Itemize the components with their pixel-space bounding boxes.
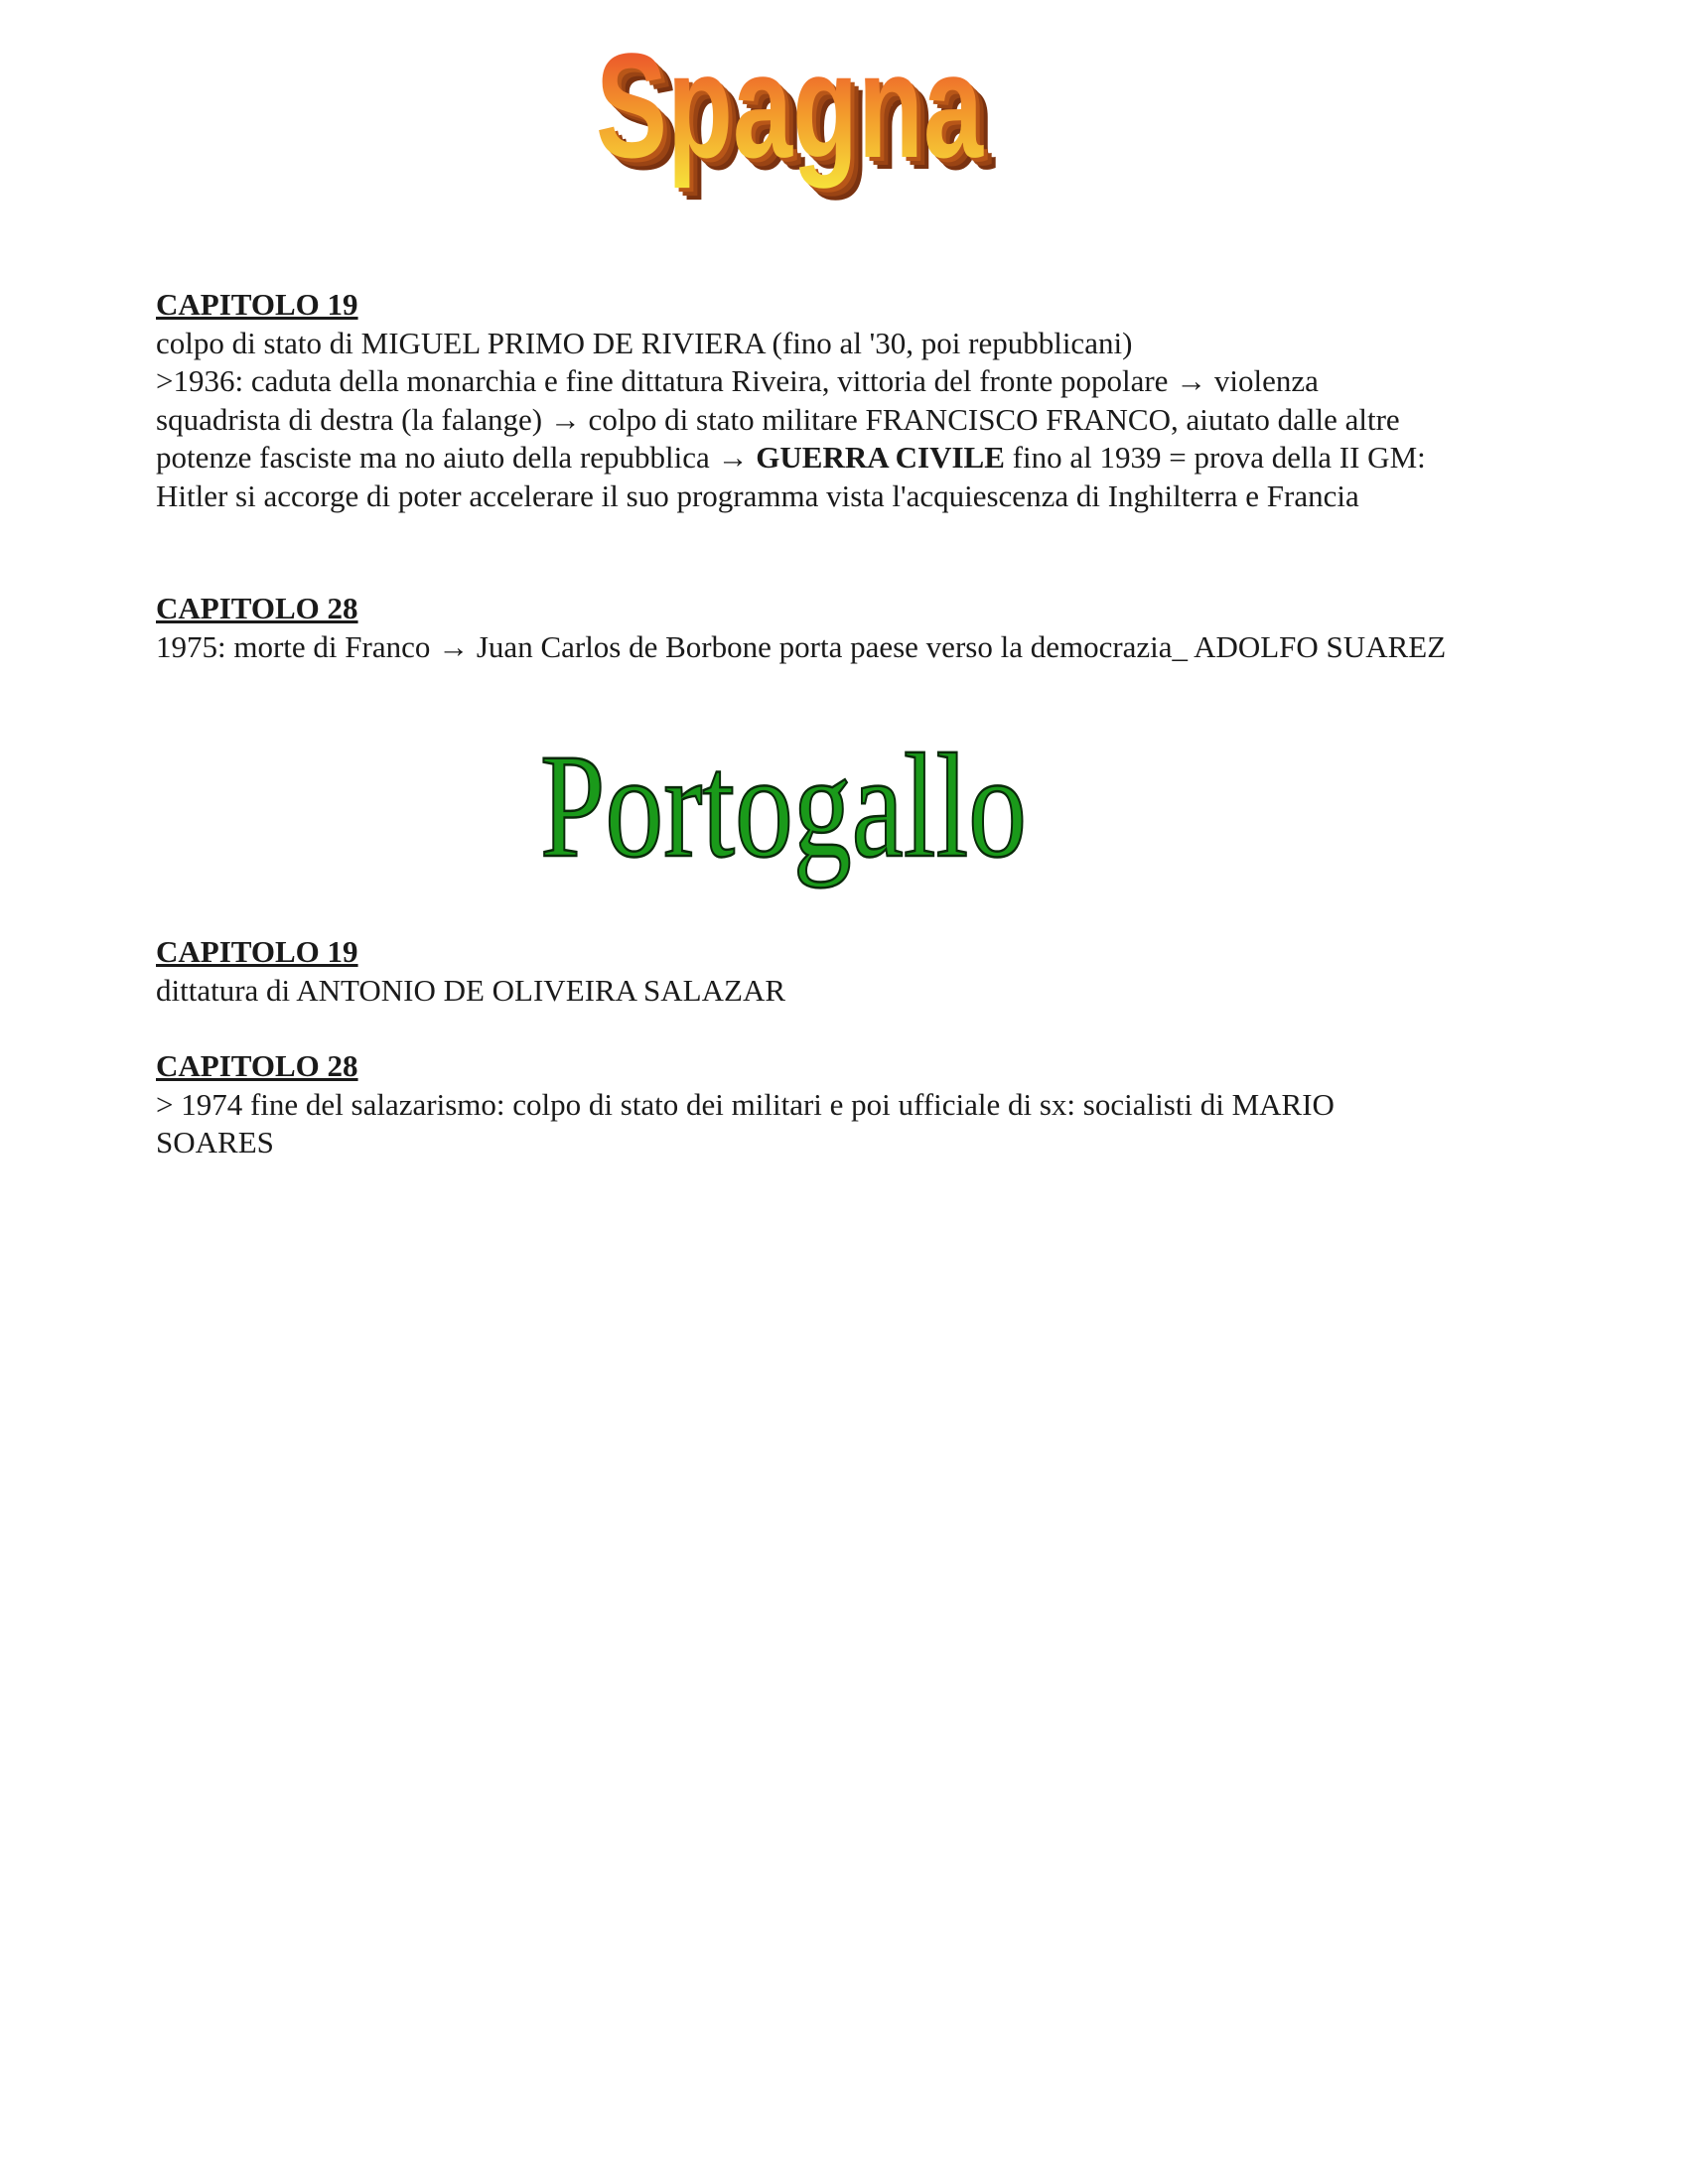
- spagna-capitolo-19-section: [156, 286, 1447, 515]
- spagna-title-shadow-mid: Spagna: [604, 30, 993, 197]
- spagna-capitolo-28-section: [156, 590, 1447, 666]
- spagna-title-shadow-near: Spagna: [600, 26, 989, 193]
- paragraph-salazar: dittatura di ANTONIO DE OLIVEIRA SALAZAR: [156, 972, 786, 1008]
- section-heading: CAPITOLO 19: [156, 934, 358, 969]
- portogallo-capitolo-19-section: [156, 933, 1447, 1010]
- paragraph-morte-di-franco: 1975: morte di Franco → Juan Carlos de Borbone porta paese verso la democrazia_ ADOLFO SUAREZ: [156, 628, 1447, 664]
- paragraph-primo-de-riviera: colpo di stato di MIGUEL PRIMO DE RIVIERA (fino al '30, poi repubblicani): [156, 325, 1133, 360]
- spagna-wordart-title: [586, 20, 1023, 228]
- paragraph-text-part: >1936: caduta della monarchia e fine dittatura Riveira, vittoria del fronte popolare → violenza squadrista di destra (la falange) → colpo di stato militare FRANCISCO FRANCO, aiutato dalle altre potenze fasciste ma no aiuto della repubblica →: [156, 363, 1400, 475]
- portogallo-wordart-title: [536, 725, 1033, 903]
- section-heading: CAPITOLO 28: [156, 591, 358, 625]
- portogallo-capitolo-28-section: [156, 1047, 1447, 1162]
- portogallo-title-text: Portogallo: [540, 725, 1027, 888]
- paragraph-guerra-civile: [156, 362, 1447, 515]
- spagna-title-text: Spagna: [596, 22, 985, 189]
- paragraph-fine-salazarismo: > 1974 fine del salazarismo: colpo di stato dei militari e poi ufficiale di sx: socialisti di MARIO SOARES: [156, 1086, 1335, 1160]
- section-heading: CAPITOLO 28: [156, 1048, 358, 1083]
- spagna-title-shadow: Spagna: [608, 34, 997, 201]
- guerra-civile-bold: GUERRA CIVILE: [756, 440, 1005, 475]
- section-heading: CAPITOLO 19: [156, 287, 358, 322]
- paragraph-text-part: fino al 1939 = prova della II GM: Hitler si accorge di poter accelerare il suo programma vista l'acquiescenza di Inghilterra e Francia: [156, 440, 1426, 513]
